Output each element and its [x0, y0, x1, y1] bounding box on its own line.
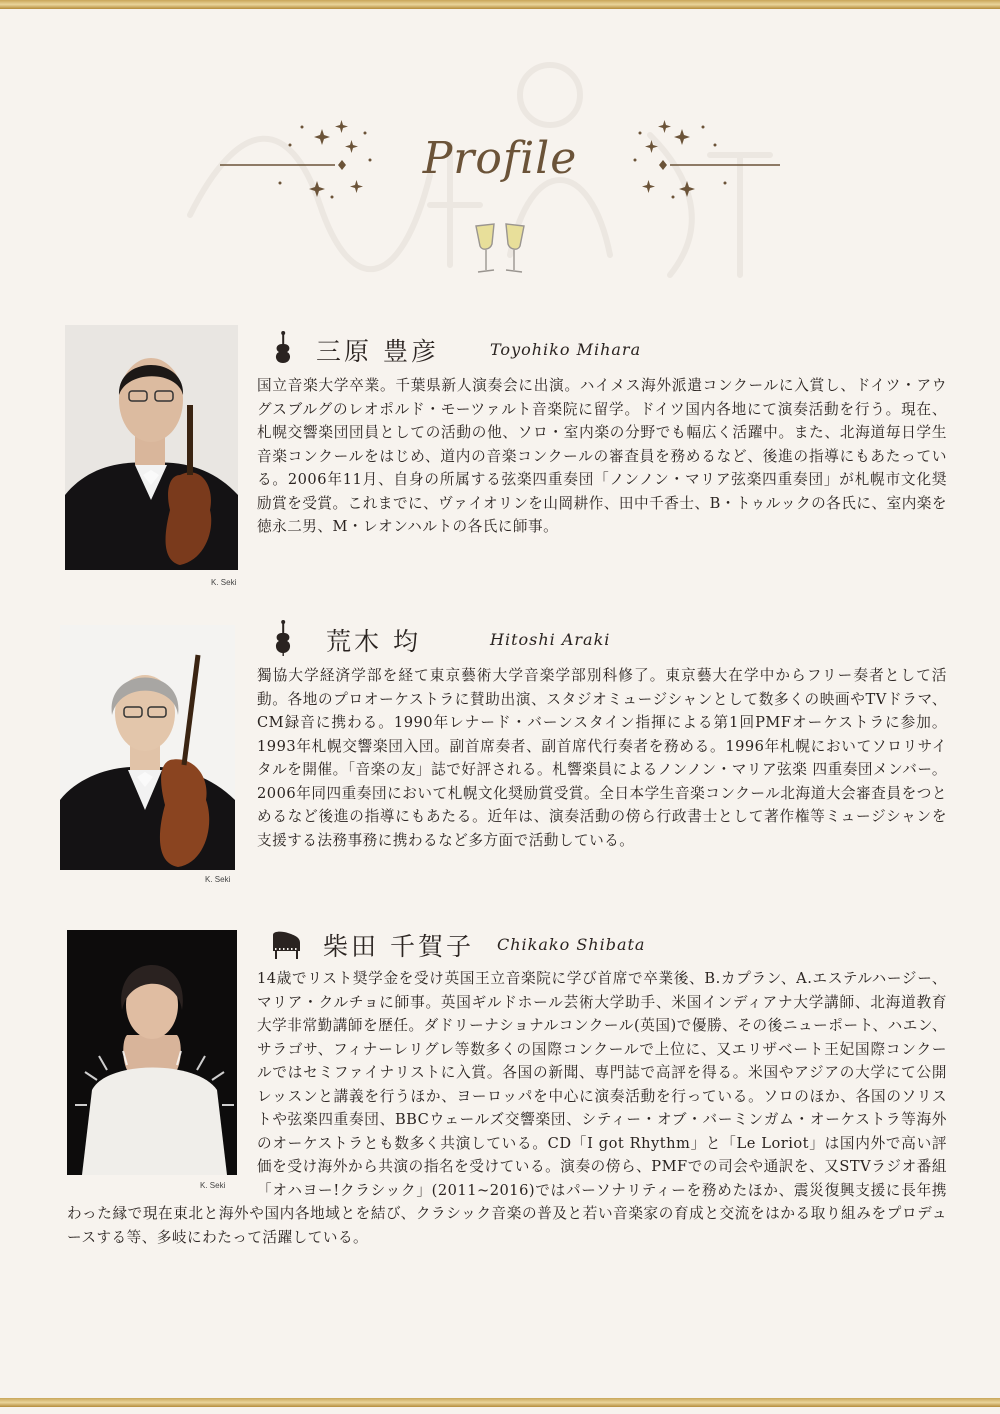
profile-biography-container — [67, 967, 947, 1249]
bottom-gold-border — [0, 1398, 1000, 1407]
stars-flourish-right-icon — [605, 105, 785, 205]
photo-credit: K. Seki — [200, 1181, 226, 1190]
piano-icon — [270, 925, 302, 961]
profile-name-japanese: 柴田 千賀子 — [323, 932, 474, 961]
profile-name-row — [268, 620, 968, 656]
profile-biography: 14歳でリスト奨学金を受け英国王立音楽院に学び首席で卒業後、B.カプラン、A.エステルハージー、マリア・クルチョに師事。英国ギルドホール芸術大学助手、米国インディアナ大学講師、北海道教育大学非常勤講師を歴任。ダドリーナショナルコンクール(英国)で優勝、その後ニューポート、ハエン、サラゴサ、フィナーレリグレ等数多くの国際コンクールで上位に、又エリザベート王妃国際コンクールではセミファイナリストに入賞。各国の新聞、専門誌で高評を得る。米国やアジアの大学にて公開レッスンと講義を行うほか、ヨーロッパを中心に演奏活動を行っている。ソロのほか、各国のソリストや弦楽四重奏団、BBCウェールズ交響楽団、シティー・オブ・バーミンガム・オーケストラ等海外のオーケストラとも数多く共演している。CD「I got Rhythm」と「Le Loriot」は国内外で高い評価を受け海外から共演の指名を受けている。演奏の傍ら、PMFでの司会や通訳を、又STVラジオ番組「オハヨー!クラシック」(2011~2016)ではパーソナリティーを務めたほか、震災復興支援に長年携わった縁で現在東北と海外や国内各地域とを結び、クラシック音楽の普及と若い音楽家の育成と交流をはかる取り組みをプロデュースする等、多岐にわたって活躍している。 — [67, 970, 947, 1246]
top-gold-border — [0, 0, 1000, 9]
profile-name-english: Chikako Shibata — [497, 935, 646, 954]
profile-name-row — [270, 925, 970, 961]
page-title: Profile — [422, 133, 578, 184]
violin-icon — [268, 330, 300, 366]
portrait-photo-araki — [60, 625, 235, 870]
photo-credit: K. Seki — [211, 578, 237, 587]
champagne-glasses-icon — [468, 220, 532, 280]
page-header — [0, 95, 1000, 295]
profile-biography: 獨協大学経済学部を経て東京藝術大学音楽学部別科修了。東京藝大在学中からフリー奏者として活動。各地のプロオーケストラに賛助出演、スタジオミュージシャンとして数多くの映画やTVドラマ、CM録音に携わる。1990年レナード・バーンスタイン指揮による第1回PMFオーケストラに参加。1993年札幌交響楽団入団。副首席奏者、副首席代行奏者を務める。1996年札幌においてソロリサイタルを開催。「音楽の友」誌で好評される。札響楽員によるノンノン・マリア弦楽 四重奏団メンバー。2006年同四重奏団において札幌文化奨励賞受賞。全日本学生音楽コンクール北海道大会審査員をつとめるなど後進の指導にもあたる。近年は、演奏活動の傍ら行政書士として著作権等ミュージシャンを支援する法務事務に携わるなど多方面で活動している。 — [257, 667, 947, 849]
cello-icon — [268, 620, 300, 656]
profile-name-japanese: 三原 豊彦 — [316, 337, 439, 366]
profile-name-english: Toyohiko Mihara — [490, 340, 642, 359]
profile-name-japanese: 荒木 均 — [326, 627, 421, 656]
profile-name-row — [268, 330, 968, 366]
profile-biography: 国立音楽大学卒業。千葉県新人演奏会に出演。ハイメス海外派遣コンクールに入賞し、ドイツ・アウグスブルグのレオポルド・モーツァルト音楽院に留学。ドイツ国内各地にて演奏活動を行う。現在、札幌交響楽団団員としての活動の他、ソロ・室内楽の分野でも幅広く活躍中。また、北海道毎日学生音楽コンクールをはじめ、道内の音楽コンクールの審査員を務めるなど、後進の指導にもあたっている。2006年11月、自身の所属する弦楽四重奏団「ノンノン・マリア弦楽四重奏団」が札幌市文化奨励賞を受賞。これまでに、ヴァイオリンを山岡耕作、田中千香士、B・トゥルックの各氏に、室内楽を徳永二男、M・レオンハルトの各氏に師事。 — [257, 377, 947, 535]
photo-credit: K. Seki — [205, 875, 231, 884]
profile-name-english: Hitoshi Araki — [490, 630, 611, 649]
portrait-photo-mihara — [65, 325, 238, 570]
